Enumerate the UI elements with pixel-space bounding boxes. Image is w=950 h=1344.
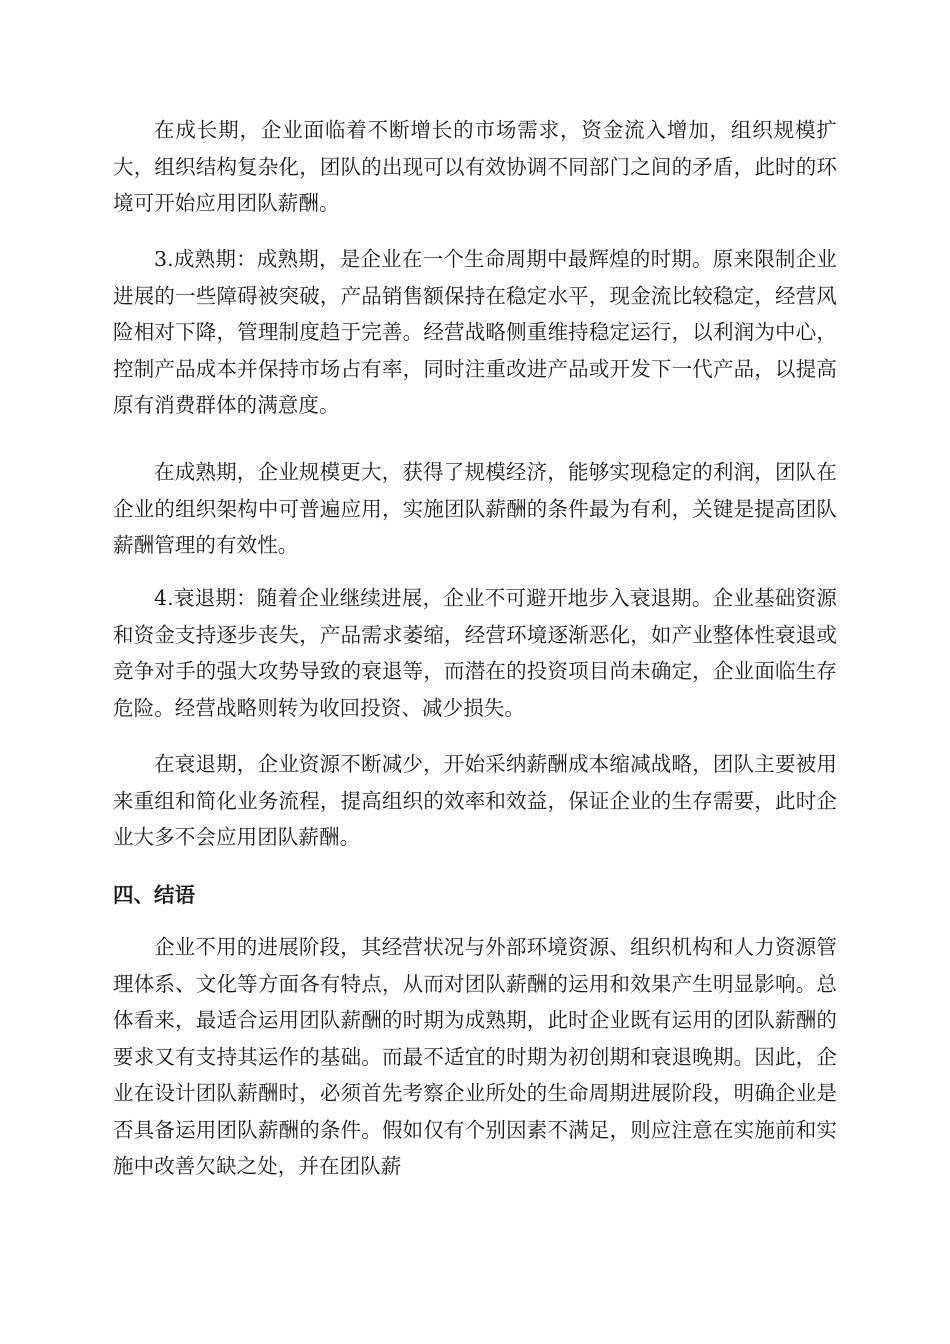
paragraph-decline-stage: 4.衰退期：随着企业继续进展，企业不可避开地步入衰退期。企业基础资源和资金支持逐步丧失，产品需求萎缩，经营环境逐渐恶化，如产业整体性衰退或竞争对手的强大攻势导致的衰退等，而潜在的投资项目尚未确定，企业面临生存危险。经营战略则转为收回投资、减少损失。: [113, 586, 837, 720]
paragraph-maturity-team-pay: 在成熟期，企业规模更大，获得了规模经济，能够实现稳定的利润，团队在企业的组织架构中可普遍应用，实施团队薪酬的条件最为有利，关键是提高团队薪酬管理的有效性。: [113, 460, 837, 557]
section-heading-conclusion: 四、结语: [113, 883, 195, 907]
paragraph-growth-stage: 在成长期，企业面临着不断增长的市场需求，资金流入增加，组织规模扩大，组织结构复杂化，团队的出现可以有效协调不同部门之间的矛盾，此时的环境可开始应用团队薪酬。: [113, 118, 837, 215]
paragraph-maturity-stage: 3.成熟期：成熟期，是企业在一个生命周期中最辉煌的时期。原来限制企业进展的一些障碍被突破，产品销售额保持在稳定水平，现金流比较稳定，经营风险相对下降，管理制度趋于完善。经营战略侧重维持稳定运行，以利润为中心，控制产品成本并保持市场占有率，同时注重改进产品或开发下一代产品，以提高原有消费群体的满意度。: [113, 247, 837, 417]
paragraph-conclusion: 企业不用的进展阶段，其经营状况与外部环境资源、组织机构和人力资源管理体系、文化等方面各有特点，从而对团队薪酬的运用和效果产生明显影响。总体看来，最适合运用团队薪酬的时期为成熟期，此时企业既有运用的团队薪酬的要求又有支持其运作的基础。而最不适宜的时期为初创期和衰退晚期。因此，企业在设计团队薪酬时，必须首先考察企业所处的生命周期进展阶段，明确企业是否具备运用团队薪酬的条件。假如仅有个别因素不满足，则应注意在实施前和实施中改善欠缺之处，并在团队薪: [113, 935, 837, 1178]
paragraph-decline-team-pay: 在衰退期，企业资源不断减少，开始采纳薪酬成本缩减战略，团队主要被用来重组和简化业务流程，提高组织的效率和效益，保证企业的生存需要，此时企业大多不会应用团队薪酬。: [113, 752, 837, 849]
